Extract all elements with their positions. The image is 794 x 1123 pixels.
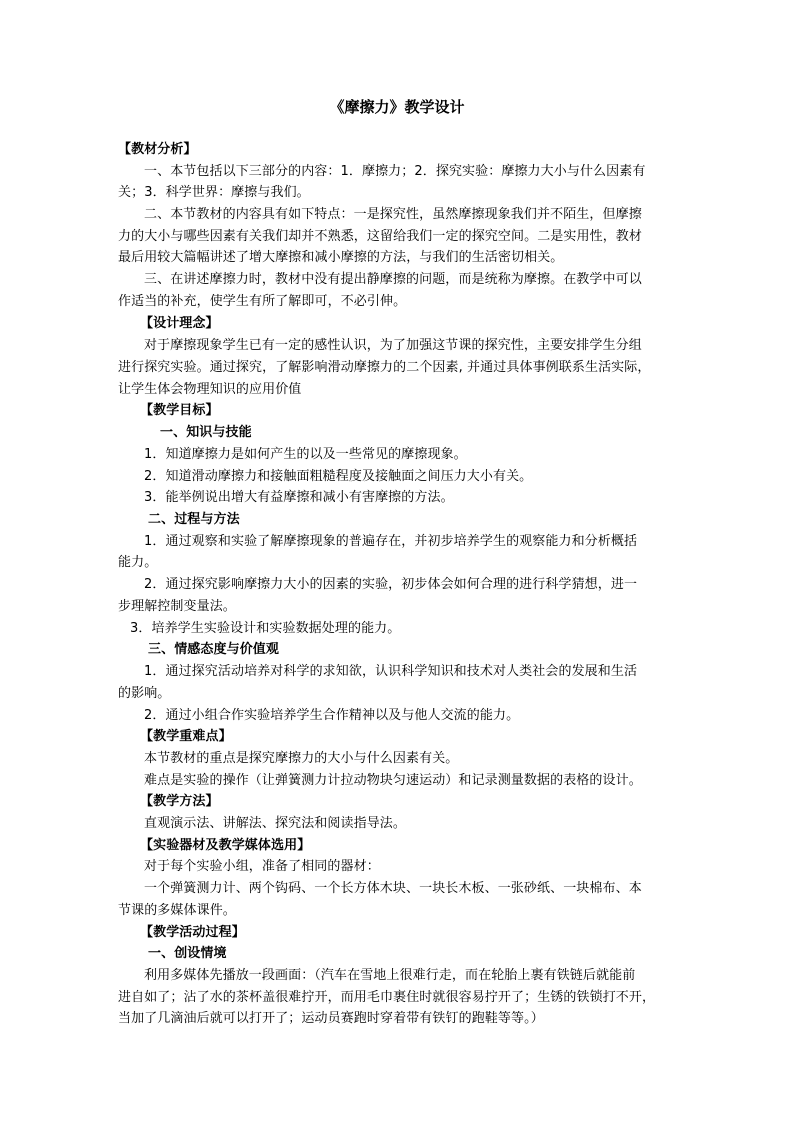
heading-textbook-analysis: 【教材分析】 [118, 142, 197, 157]
paragraph-line: 直观演示法、讲解法、探究法和阅读指导法。 [144, 816, 407, 831]
heading-teaching-methods: 【教学方法】 [140, 794, 219, 809]
paragraph-line: 进自如了；沾了水的茶杯盖很难拧开，而用毛巾裹住时就很容易拧开了；生锈的铁锁打不开， [118, 990, 656, 1005]
paragraph-line: 难点是实验的操作（让弹簧测力计拉动物块匀速运动）和记录测量数据的表格的设计。 [144, 773, 642, 788]
document-title: 《摩擦力》教学设计 [329, 98, 465, 116]
paragraph-line: 让学生体会物理知识的应用价值 [118, 382, 302, 397]
paragraph-line: 本节教材的重点是探究摩擦力的大小与什么因素有关。 [144, 751, 459, 766]
heading-teaching-objectives: 【教学目标】 [140, 403, 219, 418]
list-item: 1．通过探究活动培养对科学的求知欲，认识科学知识和技术对人类社会的发展和生活 [144, 664, 638, 679]
heading-teaching-process: 【教学活动过程】 [140, 925, 245, 940]
heading-key-difficult-points: 【教学重难点】 [140, 729, 232, 744]
subheading-process-methods: 二、过程与方法 [148, 512, 240, 527]
paragraph-line: 利用多媒体先播放一段画面：（汽车在雪地上很难行走，而在轮胎上裹有铁链后就能前 [144, 968, 636, 983]
paragraph-line: 步理解控制变量法。 [118, 599, 236, 614]
heading-equipment-media: 【实验器材及教学媒体选用】 [140, 838, 311, 853]
paragraph-line: 作适当的补充，使学生有所了解即可，不必引伸。 [118, 294, 407, 309]
paragraph-line: 的影响。 [118, 686, 171, 701]
paragraph-line: 二、本节教材的内容具有如下特点：一是探究性，虽然摩擦现象我们并不陌生，但摩擦 [144, 207, 642, 222]
list-item: 2．通过探究影响摩擦力大小的因素的实验，初步体会如何合理的进行科学猜想，进一 [144, 577, 638, 592]
paragraph-line: 对于摩擦现象学生已有一定的感性认识，为了加强这节课的探究性，主要安排学生分组 [144, 338, 642, 353]
list-item: 2．知道滑动摩擦力和接触面粗糙程度及接触面之间压力大小有关。 [144, 469, 533, 484]
paragraph-line: 力的大小与哪些因素有关我们却并不熟悉，这留给我们一定的探究空间。二是实用性，教材 [118, 229, 643, 244]
list-item: 1．知道摩擦力是如何产生的以及一些常见的摩擦现象。 [144, 447, 467, 462]
paragraph-line: 最后用较大篇幅讲述了增大摩擦和减小摩擦的方法，与我们的生活密切相关。 [118, 250, 564, 265]
paragraph-line: 节课的多媒体课件。 [118, 903, 236, 918]
paragraph-line: 关；3．科学世界：摩擦与我们。 [118, 185, 310, 200]
list-item: 1．通过观察和实验了解摩擦现象的普遍存在，并初步培养学生的观察能力和分析概括 [144, 534, 638, 549]
list-item: 2．通过小组合作实验培养学生合作精神以及与他人交流的能力。 [144, 708, 520, 723]
paragraph-line: 进行探究实验。通过探究，了解影响滑动摩擦力的二个因素, 并通过具体事例联系生活实际， [118, 360, 651, 375]
subheading-emotions-values: 三、情感态度与价值观 [148, 642, 280, 657]
list-item: 3．培养学生实验设计和实验数据处理的能力。 [130, 621, 401, 636]
paragraph-line: 一、本节包括以下三部分的内容：1．摩擦力；2．探究实验：摩擦力大小与什么因素有 [144, 164, 646, 179]
paragraph-line: 一个弹簧测力计、两个钩码、一个长方体木块、一块长木板、一张砂纸、一块棉布、本 [144, 881, 642, 896]
paragraph-line: 三、在讲述摩擦力时，教材中没有提出静摩擦的问题，而是统称为摩擦。在教学中可以 [144, 272, 642, 287]
list-item: 3．能举例说出增大有益摩擦和减小有害摩擦的方法。 [144, 490, 454, 505]
paragraph-line: 能力。 [118, 555, 158, 570]
subheading-create-scenario: 一、创设情境 [148, 946, 227, 961]
paragraph-line: 当加了几滴油后就可以打开了；运动员赛跑时穿着带有铁钉的跑鞋等等。） [118, 1011, 544, 1026]
subheading-knowledge-skills: 一、知识与技能 [160, 425, 252, 440]
heading-design-concept: 【设计理念】 [140, 316, 219, 331]
paragraph-line: 对于每个实验小组，准备了相同的器材： [144, 859, 380, 874]
